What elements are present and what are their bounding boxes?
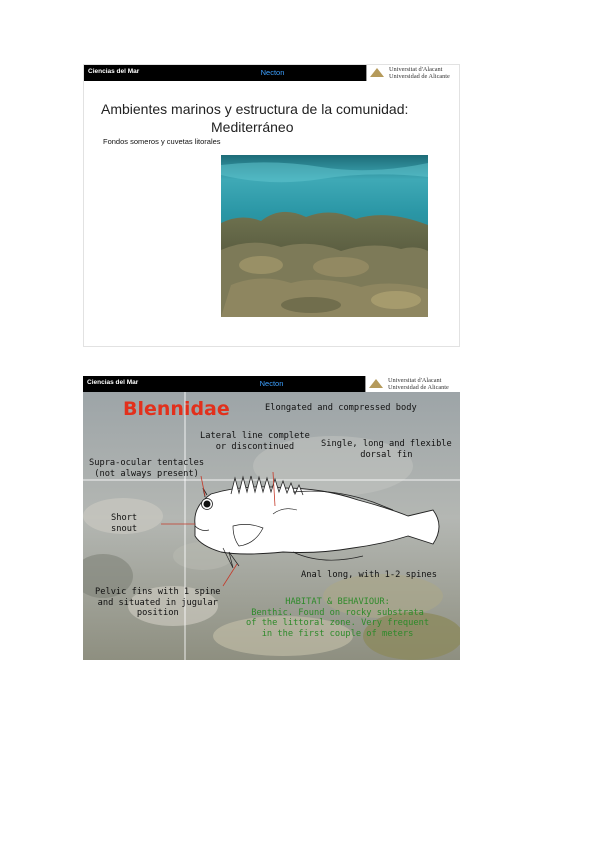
annotation-dorsal-1: Single, long and flexible [321,439,452,449]
slide-2-header-bar [83,376,460,392]
course-label: Ciencias del Mar [87,379,139,386]
slide-1-header-bar [84,65,460,81]
annotation-body: Elongated and compressed body [265,403,417,413]
habitat-line-2: of the littoral zone. Very frequent [246,618,430,628]
topic-label: Necton [260,68,285,77]
annotation-supra-2: (not always present) [94,468,199,479]
habitat-title: HABITAT & BEHAVIOUR: [285,597,390,607]
annotation-supra-ocular [89,458,204,479]
annotation-lateral-line-1: Lateral line complete [200,431,310,441]
annotation-pelvic-2: and situated in jugular [97,597,218,608]
university-logo-icon [370,68,384,77]
annotation-lateral-line-2: or discontinued [215,441,295,452]
underwater-rocky-seabed-photo [221,155,428,317]
annotation-dorsal-2: dorsal fin [360,449,413,460]
annotation-snout [111,513,137,534]
annotation-lateral-line [200,431,310,452]
habitat-line-1: Benthic. Found on rocky substrata [251,607,424,618]
university-logo-icon [369,379,383,388]
logo-line-2: Universidad de Alicante [388,384,449,391]
slide-title-line-2: Mediterráneo [211,119,294,135]
annotation-snout-1: Short [111,513,138,523]
annotation-pelvic-3: position [136,608,179,618]
annotation-supra-1: Supra-ocular tentacles [89,458,205,468]
annotation-anal-fin: Anal long, with 1-2 spines [301,570,437,580]
annotation-pelvic-1: Pelvic fins with 1 spine [95,587,221,597]
habitat-block [246,597,429,639]
slide-1 [83,64,460,347]
logo-line-1: Universitat d'Alacant [389,66,443,73]
annotation-pelvic-fins [95,587,221,619]
university-logo [365,376,460,392]
slide-subtitle: Fondos someros y cuvetas litorales [103,137,221,146]
university-logo [366,65,460,81]
family-name-heading: Blennidae [123,398,230,420]
slide-title-line-1: Ambientes marinos y estructura de la comunidad: [101,101,409,117]
topic-label: Necton [259,379,284,388]
slide-2 [83,376,460,660]
annotation-snout-2: snout [111,523,138,534]
annotation-dorsal-fin [321,439,452,460]
logo-line-1: Universitat d'Alacant [388,377,442,384]
logo-line-2: Universidad de Alicante [389,73,450,80]
course-label: Ciencias del Mar [88,68,140,75]
habitat-line-3: in the first couple of meters [261,628,414,639]
